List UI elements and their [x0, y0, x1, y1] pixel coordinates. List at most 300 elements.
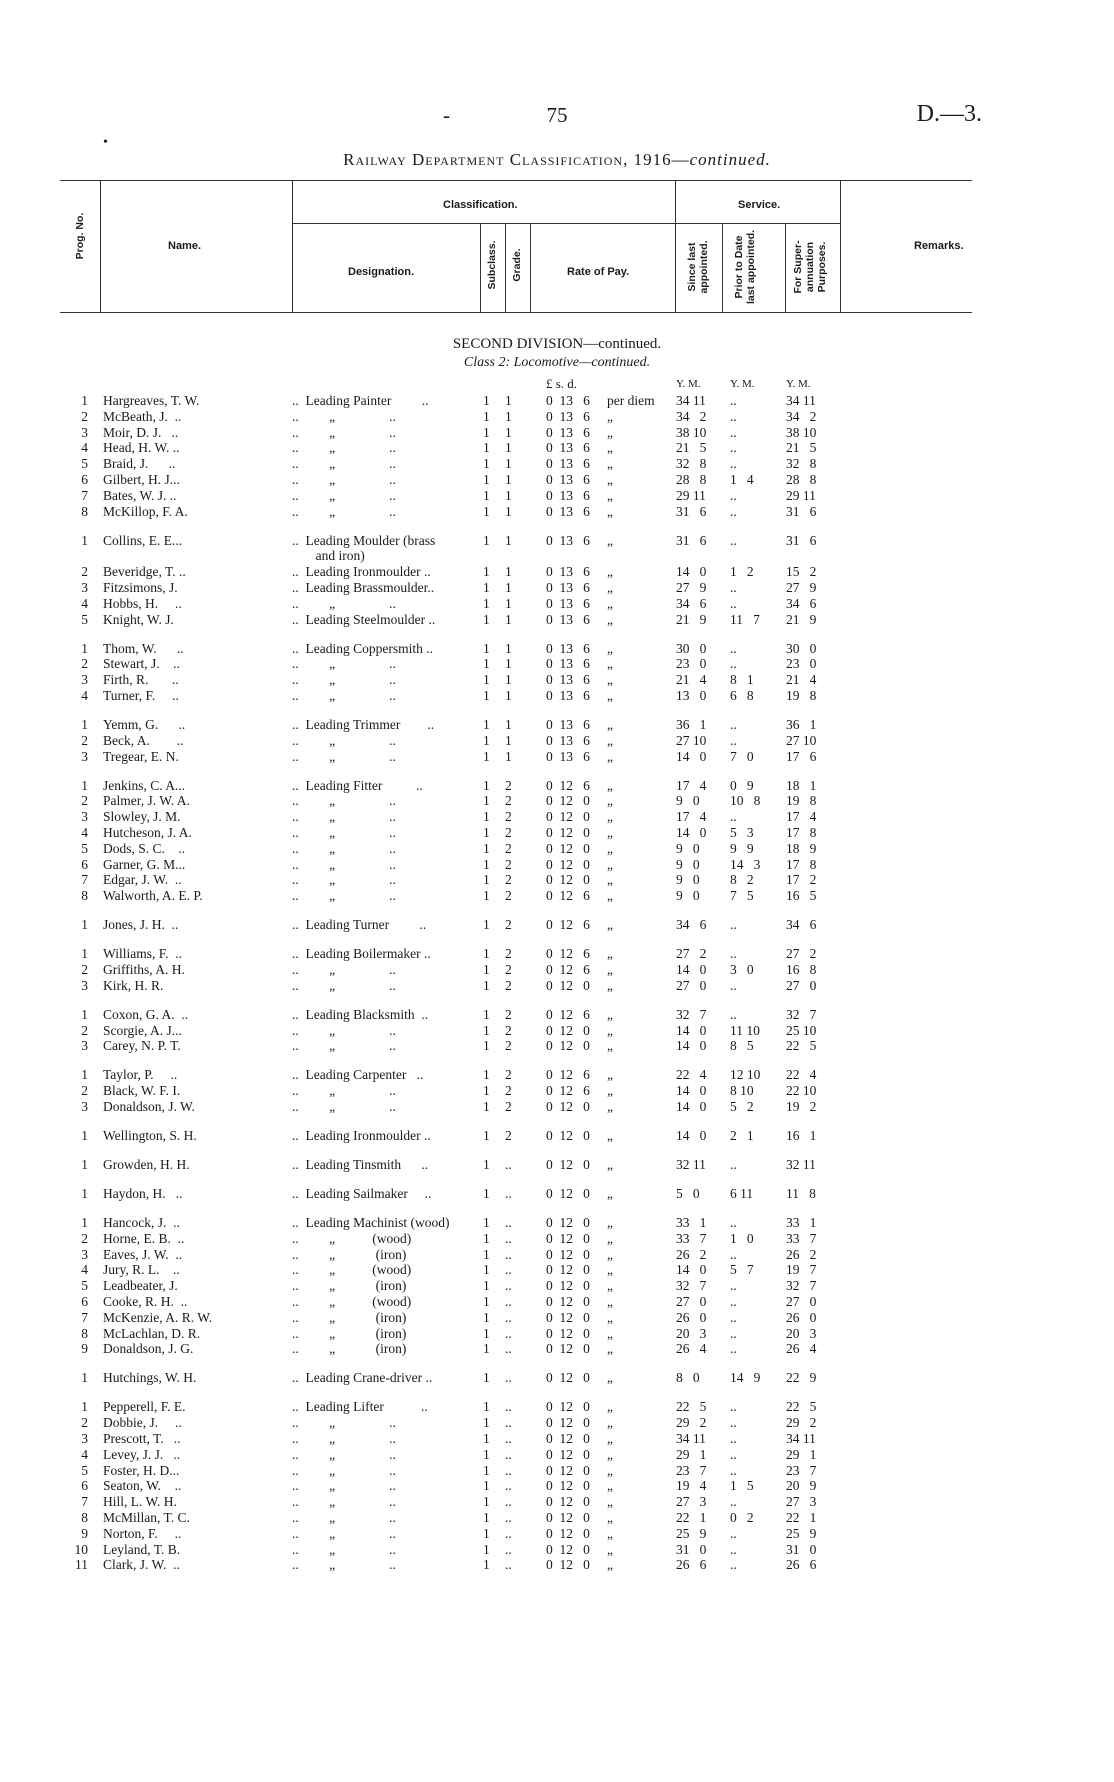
- table-row: [0, 978, 1114, 994]
- table-row: [0, 1494, 1114, 1510]
- cell-gr: 1: [505, 424, 512, 440]
- cell-des: .. „ ..: [292, 1083, 396, 1099]
- cell-no: 3: [81, 672, 88, 688]
- cell-s2: ..: [730, 1494, 737, 1510]
- cell-rate: 0 13 6: [546, 564, 590, 580]
- cell-no: 8: [81, 1510, 88, 1525]
- cell-per: „: [607, 1278, 613, 1294]
- header-since-last-appointed: Since last appointed.: [686, 240, 710, 294]
- table-row: [0, 749, 1114, 765]
- cell-s2: 9 9: [730, 840, 754, 856]
- cell-s3: 33 7: [786, 1230, 817, 1246]
- cell-gr: 1: [505, 408, 512, 424]
- table-row: [0, 440, 1114, 456]
- cell-s2: ..: [730, 1309, 737, 1325]
- title-main: Railway Department Classification,: [343, 150, 629, 169]
- cell-s2: 5 7: [730, 1262, 754, 1278]
- cell-no: 6: [81, 1478, 88, 1494]
- title-continued: continued.: [689, 150, 771, 169]
- cell-gr: 1: [505, 732, 512, 748]
- cell-rate: 0 12 6: [546, 962, 590, 977]
- cell-rate: 0 12 0: [546, 1278, 590, 1294]
- cell-sub: 1: [483, 1278, 490, 1294]
- cell-s3: 34 6: [786, 595, 817, 611]
- cell-gr: 2: [505, 793, 512, 809]
- cell-name: Seaton, W. ..: [103, 1478, 182, 1494]
- cell-gr: 2: [505, 825, 512, 840]
- cell-rate: 0 12 6: [546, 777, 590, 793]
- cell-no: 8: [81, 503, 88, 519]
- cell-no: 1: [81, 532, 88, 548]
- table-row: [0, 825, 1114, 841]
- cell-per: „: [607, 1099, 613, 1114]
- cell-per: „: [607, 564, 613, 580]
- cell-s2: 10 8: [730, 793, 761, 809]
- cell-s2: 1 2: [730, 564, 754, 580]
- cell-s1: 27 3: [676, 1494, 707, 1510]
- cell-no: 9: [81, 1525, 88, 1541]
- cell-no: 5: [81, 1462, 88, 1478]
- cell-name: Jenkins, C. A...: [103, 777, 186, 793]
- cell-name: Leyland, T. B.: [103, 1541, 181, 1557]
- cell-gr: ..: [505, 1399, 512, 1415]
- cell-s1: 34 11: [676, 393, 706, 408]
- cell-name: Norton, F. ..: [103, 1525, 182, 1541]
- cell-s1: 5 0: [676, 1186, 700, 1201]
- cell-no: 3: [81, 1431, 88, 1446]
- cell-name: Williams, F. ..: [103, 946, 183, 962]
- cell-no: 1: [81, 1128, 88, 1143]
- cell-s2: ..: [730, 732, 737, 748]
- table-row: [0, 656, 1114, 672]
- cell-no: 7: [81, 1494, 88, 1510]
- cell-per: „: [607, 717, 613, 732]
- cell-des: .. „ ..: [292, 456, 396, 472]
- cell-rate: 0 13 6: [546, 487, 590, 503]
- cell-gr: ..: [505, 1294, 512, 1309]
- cell-des: .. „ ..: [292, 793, 396, 809]
- cell-gr: ..: [505, 1370, 512, 1386]
- cell-rate: 0 12 6: [546, 1067, 590, 1083]
- cell-name: Firth, R. ..: [103, 672, 179, 688]
- cell-gr: 1: [505, 532, 512, 548]
- table-row: [0, 841, 1114, 857]
- table-row: [0, 888, 1114, 904]
- cell-no: 2: [81, 793, 88, 809]
- header-remarks: Remarks.: [914, 240, 964, 252]
- cell-per: „: [607, 1157, 613, 1172]
- cell-gr: 1: [505, 393, 512, 408]
- cell-s3: 26 6: [786, 1557, 817, 1573]
- cell-s1: 14 0: [676, 1083, 707, 1099]
- cell-per: „: [607, 962, 613, 977]
- table-row: [0, 1399, 1114, 1415]
- cell-s3: 34 2: [786, 408, 817, 424]
- cell-sub: 1: [483, 793, 490, 809]
- cell-des: .. Leading Crane-driver ..: [292, 1370, 433, 1386]
- cell-rate: 0 12 6: [546, 888, 590, 904]
- cell-s2: ..: [730, 717, 737, 732]
- cell-des: .. Leading Moulder (brass: [292, 532, 436, 548]
- cell-gr: ..: [505, 1541, 512, 1557]
- cell-s2: ..: [730, 1325, 737, 1341]
- cell-per: „: [607, 611, 613, 627]
- cell-rate: 0 12 0: [546, 793, 590, 809]
- table-row: [0, 857, 1114, 873]
- cell-des: .. „ ..: [292, 472, 396, 487]
- cell-name: Gilbert, H. J...: [103, 472, 180, 487]
- cell-per: „: [607, 1399, 613, 1415]
- cell-s2: ..: [730, 1431, 737, 1446]
- cell-s2: ..: [730, 809, 737, 825]
- cell-des: .. Leading Carpenter ..: [292, 1067, 424, 1083]
- cell-des: .. „ ..: [292, 977, 396, 993]
- cell-per: „: [607, 732, 613, 748]
- table-row: [0, 717, 1114, 733]
- cell-des: .. Leading Fitter ..: [292, 777, 423, 793]
- cell-s3: 33 1: [786, 1215, 817, 1230]
- cell-s1: 34 2: [676, 408, 707, 424]
- cell-des: .. „ ..: [292, 1431, 396, 1446]
- cell-name: Bates, W. J. ..: [103, 487, 177, 503]
- cell-no: 4: [81, 440, 88, 456]
- cell-gr: 1: [505, 672, 512, 688]
- cell-per: „: [607, 977, 613, 993]
- cell-rate: 0 13 6: [546, 717, 590, 732]
- cell-gr: 1: [505, 748, 512, 764]
- table-row: [0, 456, 1114, 472]
- cell-s1: 31 6: [676, 503, 707, 519]
- cell-name: Jury, R. L. ..: [103, 1262, 180, 1278]
- cell-name: Prescott, T. ..: [103, 1431, 181, 1446]
- cell-s3: 34 11: [786, 1431, 816, 1446]
- cell-sub: 1: [483, 1038, 490, 1054]
- cell-sub: 1: [483, 1399, 490, 1415]
- cell-no: 1: [81, 1157, 88, 1172]
- cell-no: 7: [81, 872, 88, 888]
- cell-s3: 22 5: [786, 1399, 817, 1415]
- table-row: [0, 1370, 1114, 1386]
- cell-s1: 27 0: [676, 1294, 707, 1309]
- cell-no: 6: [81, 472, 88, 487]
- cell-des: .. „ ..: [292, 1099, 396, 1114]
- cell-rate: 0 13 6: [546, 672, 590, 688]
- cell-per: „: [607, 1510, 613, 1525]
- cell-rate: 0 12 6: [546, 1006, 590, 1022]
- cell-per: „: [607, 1022, 613, 1038]
- cell-rate: 0 12 0: [546, 872, 590, 888]
- cell-s1: 33 1: [676, 1215, 707, 1230]
- cell-per: „: [607, 1230, 613, 1246]
- table-row: [0, 548, 1114, 564]
- cell-rate: 0 12 0: [546, 1038, 590, 1054]
- cell-s2: 5 3: [730, 825, 754, 840]
- cell-gr: 1: [505, 656, 512, 672]
- cell-per: „: [607, 809, 613, 825]
- cell-no: 3: [81, 580, 88, 595]
- cell-s3: 27 2: [786, 946, 817, 962]
- cell-per: „: [607, 1309, 613, 1325]
- cell-sub: 1: [483, 1431, 490, 1446]
- cell-s1: 31 6: [676, 532, 707, 548]
- cell-per: „: [607, 856, 613, 872]
- cell-s3: 11 8: [786, 1186, 816, 1201]
- cell-name: Hutcheson, J. A.: [103, 825, 192, 840]
- table-row: [0, 1157, 1114, 1173]
- cell-no: 7: [81, 487, 88, 503]
- cell-s2: ..: [730, 1541, 737, 1557]
- cell-sub: 1: [483, 1557, 490, 1573]
- cell-des: .. Leading Blacksmith ..: [292, 1006, 429, 1022]
- cell-per: „: [607, 672, 613, 688]
- cell-rate: 0 13 6: [546, 688, 590, 703]
- table-row: [0, 1526, 1114, 1542]
- cell-gr: 1: [505, 640, 512, 656]
- cell-name: Stewart, J. ..: [103, 656, 180, 672]
- cell-no: 1: [81, 946, 88, 962]
- cell-gr: 1: [505, 688, 512, 703]
- cell-sub: 1: [483, 440, 490, 456]
- cell-sub: 1: [483, 809, 490, 825]
- cell-gr: ..: [505, 1157, 512, 1172]
- cell-per: „: [607, 1541, 613, 1557]
- cell-no: 5: [81, 456, 88, 472]
- cell-s2: ..: [730, 532, 737, 548]
- cell-s2: 14 3: [730, 856, 761, 872]
- cell-s2: 1 4: [730, 472, 754, 487]
- cell-no: 1: [81, 393, 88, 408]
- cell-name: Coxon, G. A. ..: [103, 1006, 189, 1022]
- cell-name: Carey, N. P. T.: [103, 1038, 181, 1054]
- cell-s3: 27 0: [786, 977, 817, 993]
- cell-no: 1: [81, 717, 88, 732]
- table-row: [0, 1341, 1114, 1357]
- cell-sub: 1: [483, 1262, 490, 1278]
- cell-name: Hancock, J. ..: [103, 1215, 180, 1230]
- cell-no: 2: [81, 564, 88, 580]
- cell-gr: 2: [505, 1083, 512, 1099]
- cell-s1: 27 9: [676, 580, 707, 595]
- cell-gr: 2: [505, 1067, 512, 1083]
- cell-des: .. „ ..: [292, 748, 396, 764]
- cell-s2: 7 5: [730, 888, 754, 904]
- table-row: [0, 809, 1114, 825]
- cell-s1: 23 7: [676, 1462, 707, 1478]
- cell-per: „: [607, 408, 613, 424]
- table-row: [0, 1231, 1114, 1247]
- cell-s3: 21 5: [786, 440, 817, 456]
- cell-gr: ..: [505, 1186, 512, 1201]
- cell-gr: ..: [505, 1494, 512, 1510]
- cell-no: 11: [75, 1557, 88, 1573]
- cell-no: 4: [81, 595, 88, 611]
- cell-s3: 29 1: [786, 1446, 817, 1462]
- cell-sub: 1: [483, 672, 490, 688]
- cell-s1: 25 9: [676, 1525, 707, 1541]
- cell-s3: 31 6: [786, 503, 817, 519]
- cell-rate: 0 13 6: [546, 408, 590, 424]
- cell-per: „: [607, 1370, 613, 1386]
- cell-no: 4: [81, 1446, 88, 1462]
- cell-name: Head, H. W. ..: [103, 440, 180, 456]
- cell-per: „: [607, 917, 613, 933]
- cell-s3: 26 4: [786, 1341, 817, 1357]
- cell-rate: 0 12 0: [546, 1478, 590, 1494]
- cell-sub: 1: [483, 888, 490, 904]
- cell-s3: 31 6: [786, 532, 817, 548]
- table-row: [0, 778, 1114, 794]
- cell-per: „: [607, 1446, 613, 1462]
- cell-s2: ..: [730, 440, 737, 456]
- cell-per: „: [607, 1067, 613, 1083]
- cell-s1: 21 5: [676, 440, 707, 456]
- cell-no: 4: [81, 825, 88, 840]
- cell-s1: 27 2: [676, 946, 707, 962]
- cell-s3: 23 7: [786, 1462, 817, 1478]
- table-row: [0, 596, 1114, 612]
- cell-des: .. Leading Painter ..: [292, 393, 429, 408]
- cell-des: .. „ ..: [292, 1022, 396, 1038]
- cell-s1: 9 0: [676, 793, 700, 809]
- cell-no: 5: [81, 1278, 88, 1294]
- cell-name: Pepperell, F. E.: [103, 1399, 186, 1415]
- cell-rate: 0 12 0: [546, 1462, 590, 1478]
- cell-s1: 32 8: [676, 456, 707, 472]
- cell-rate: 0 13 6: [546, 611, 590, 627]
- cell-sub: 1: [483, 1006, 490, 1022]
- cell-per: „: [607, 825, 613, 840]
- cell-no: 1: [81, 917, 88, 933]
- cell-s2: ..: [730, 656, 737, 672]
- cell-s2: 11 7: [730, 611, 760, 627]
- cell-rate: 0 12 6: [546, 946, 590, 962]
- cell-s3: 16 1: [786, 1128, 817, 1143]
- cell-des: .. Leading Ironmoulder ..: [292, 1128, 431, 1143]
- cell-rate: 0 13 6: [546, 732, 590, 748]
- cell-sub: 1: [483, 656, 490, 672]
- table-row: [0, 564, 1114, 580]
- cell-name: Foster, H. D...: [103, 1462, 180, 1478]
- cell-des: .. „ ..: [292, 656, 396, 672]
- cell-s2: ..: [730, 1415, 737, 1431]
- cell-per: „: [607, 1557, 613, 1573]
- header-for-superannuation: For Super-annuation Purposes.: [792, 240, 828, 294]
- cell-rate: 0 12 0: [546, 1325, 590, 1341]
- title-year: 1916—: [633, 150, 690, 169]
- cell-gr: ..: [505, 1510, 512, 1525]
- cell-per: „: [607, 503, 613, 519]
- table-row: [0, 1215, 1114, 1231]
- cell-gr: ..: [505, 1215, 512, 1230]
- cell-rate: 0 12 0: [546, 1128, 590, 1143]
- cell-per: „: [607, 1462, 613, 1478]
- cell-s3: 21 4: [786, 672, 817, 688]
- cell-s3: 17 8: [786, 856, 817, 872]
- cell-per: „: [607, 640, 613, 656]
- service-units-prior: Y. M.: [730, 378, 755, 390]
- cell-sub: 1: [483, 611, 490, 627]
- cell-name: Growden, H. H.: [103, 1157, 190, 1172]
- cell-gr: ..: [505, 1478, 512, 1494]
- cell-s2: 2 1: [730, 1128, 754, 1143]
- header-dash: -: [443, 103, 450, 127]
- cell-s2: ..: [730, 1246, 737, 1262]
- cell-s1: 14 0: [676, 564, 707, 580]
- cell-s1: 31 0: [676, 1541, 707, 1557]
- cell-rate: 0 12 0: [546, 1294, 590, 1309]
- cell-rate: 0 12 0: [546, 856, 590, 872]
- page-number: 75: [546, 103, 568, 127]
- money-units: £ s. d.: [546, 376, 578, 391]
- cell-sub: 1: [483, 1157, 490, 1172]
- cell-rate: 0 12 0: [546, 1431, 590, 1446]
- cell-gr: 1: [505, 440, 512, 456]
- cell-sub: 1: [483, 408, 490, 424]
- cell-per: „: [607, 840, 613, 856]
- cell-s3: 19 2: [786, 1099, 817, 1114]
- cell-rate: 0 12 0: [546, 1557, 590, 1573]
- cell-no: 1: [81, 1006, 88, 1022]
- cell-sub: 1: [483, 1230, 490, 1246]
- cell-no: 3: [81, 809, 88, 825]
- cell-s3: 17 8: [786, 825, 817, 840]
- cell-per: „: [607, 656, 613, 672]
- cell-des: .. „ (wood): [292, 1230, 412, 1246]
- cell-name: McBeath, J. ..: [103, 408, 182, 424]
- cell-des: .. „ (iron): [292, 1278, 407, 1294]
- cell-rate: 0 12 0: [546, 1541, 590, 1557]
- cell-per: „: [607, 1494, 613, 1510]
- cell-s3: 29 2: [786, 1415, 817, 1431]
- cell-no: 1: [81, 640, 88, 656]
- cell-no: 10: [74, 1541, 88, 1557]
- cell-des: .. Leading Coppersmith ..: [292, 640, 433, 656]
- cell-sub: 1: [483, 1128, 490, 1143]
- cell-sub: 1: [483, 688, 490, 703]
- cell-s1: 32 11: [676, 1157, 706, 1172]
- cell-s3: 18 1: [786, 777, 817, 793]
- cell-rate: 0 12 0: [546, 1186, 590, 1201]
- cell-s2: 1 5: [730, 1478, 754, 1494]
- cell-name: Griffiths, A. H.: [103, 962, 185, 977]
- cell-sub: 1: [483, 1022, 490, 1038]
- cell-s1: 14 0: [676, 962, 707, 977]
- cell-rate: 0 13 6: [546, 440, 590, 456]
- cell-name: Thom, W. ..: [103, 640, 184, 656]
- cell-rate: 0 12 0: [546, 1230, 590, 1246]
- cell-s3: 30 0: [786, 640, 817, 656]
- cell-des: .. „ (wood): [292, 1294, 412, 1309]
- cell-s2: ..: [730, 1157, 737, 1172]
- cell-per: „: [607, 1186, 613, 1201]
- cell-s2: 14 9: [730, 1370, 761, 1386]
- cell-des: .. „ ..: [292, 672, 396, 688]
- cell-s1: 29 11: [676, 487, 706, 503]
- cell-s3: 22 9: [786, 1370, 817, 1386]
- cell-name: Jones, J. H. ..: [103, 917, 179, 933]
- cell-rate: 0 13 6: [546, 532, 590, 548]
- cell-per: „: [607, 688, 613, 703]
- cell-name: Scorgie, A. J...: [103, 1022, 182, 1038]
- cell-s2: 3 0: [730, 962, 754, 977]
- cell-des: .. „ ..: [292, 1557, 396, 1573]
- cell-s3: 22 5: [786, 1038, 817, 1054]
- cell-s3: 27 3: [786, 1494, 817, 1510]
- table-row: [0, 580, 1114, 596]
- cell-name: Beveridge, T. ..: [103, 564, 186, 580]
- cell-rate: 0 12 0: [546, 1525, 590, 1541]
- cell-gr: 2: [505, 856, 512, 872]
